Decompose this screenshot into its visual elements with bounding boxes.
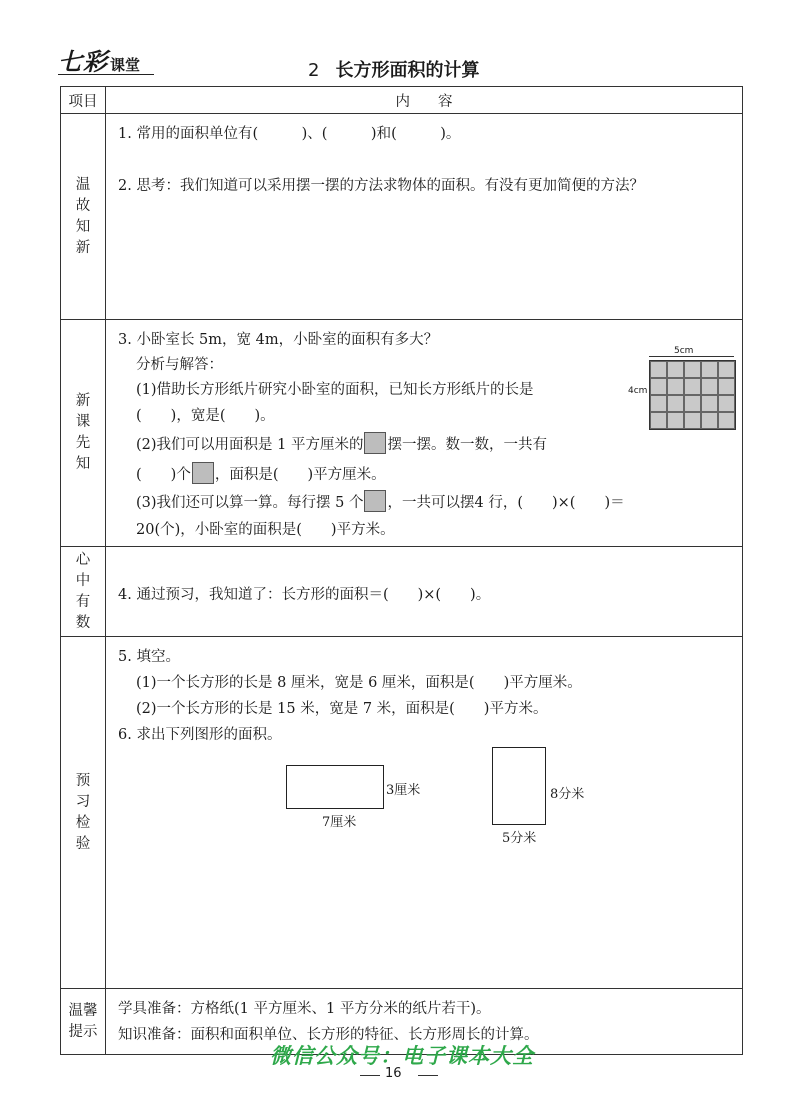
tip-2: 知识准备：面积和面积单位、长方形的特征、长方形周长的计算。 xyxy=(118,1027,539,1043)
question-1: 1. 常用的面积单位有( )、( )和( )。 xyxy=(118,126,461,142)
label-newlesson: 新课先知 xyxy=(61,320,106,547)
step-3a: (3)我们还可以算一算。每行摆 5 个 ，一共可以摆4 行，( )×( )＝ xyxy=(136,490,625,512)
question-2: 2. 思考：我们知道可以采用摆一摆的方法求物体的面积。有没有更加简便的方法？ xyxy=(118,178,644,194)
step-3b: 20(个)，小卧室的面积是( )平方米。 xyxy=(136,522,395,538)
section-mind xyxy=(61,547,743,637)
step-2b: ( )个 ，面积是( )平方厘米。 xyxy=(136,462,386,484)
tip-1: 学具准备：方格纸(1 平方厘米、1 平方分米的纸片若干)。 xyxy=(118,1001,491,1017)
grid-figure xyxy=(649,360,736,430)
rect1-height-label: 3厘米 xyxy=(386,783,421,798)
unit-square-icon xyxy=(192,462,214,484)
question-4: 4. 通过预习，我知道了：长方形的面积＝( )×( )。 xyxy=(118,587,491,603)
section-newlesson xyxy=(61,320,743,547)
logo xyxy=(58,42,140,77)
question-5: 5. 填空。 xyxy=(118,649,180,665)
grid-width-label: 5cm xyxy=(674,346,694,356)
rectangle-2 xyxy=(492,747,546,825)
unit-square-icon xyxy=(364,490,386,512)
content-newlesson xyxy=(106,320,743,547)
step-1a: (1)借助长方形纸片研究小卧室的面积，已知长方形纸片的长是 xyxy=(136,382,534,398)
content-review xyxy=(106,114,743,320)
lesson-title: 长方形面积的计算 xyxy=(335,60,480,81)
page-line-right xyxy=(418,1075,438,1076)
page-line-left xyxy=(360,1075,380,1076)
analysis-label: 分析与解答： xyxy=(136,357,223,373)
rectangle-1 xyxy=(286,765,384,809)
table-header-row xyxy=(61,87,743,114)
lesson-number: 2 xyxy=(308,60,320,81)
logo-underline xyxy=(58,74,154,75)
question-5a: (1)一个长方形的长是 8 厘米，宽是 6 厘米，面积是( )平方厘米。 xyxy=(136,675,582,691)
content-mind xyxy=(106,547,743,637)
section-review xyxy=(61,114,743,320)
grid-height-label: 4cm xyxy=(628,386,648,396)
worksheet-table xyxy=(60,86,743,1055)
watermark: 微信公众号：电子课本大全 xyxy=(270,1044,534,1068)
label-tips: 温馨提示 xyxy=(61,989,106,1055)
question-5b: (2)一个长方形的长是 15 米，宽是 7 米，面积是( )平方米。 xyxy=(136,701,548,717)
label-check: 预习检验 xyxy=(61,637,106,989)
section-check xyxy=(61,637,743,989)
width-arrow xyxy=(649,356,734,357)
step-1b: ( )，宽是( )。 xyxy=(136,408,275,424)
step-2a: (2)我们可以用面积是 1 平方厘米的 摆一摆。数一数，一共有 xyxy=(136,432,547,454)
rect2-height-label: 8分米 xyxy=(550,787,585,802)
question-3: 3. 小卧室长 5m，宽 4m，小卧室的面积有多大？ xyxy=(118,332,439,348)
unit-square-icon xyxy=(364,432,386,454)
label-review: 温故知新 xyxy=(61,114,106,320)
page-title xyxy=(308,56,479,82)
header-content: 内容 xyxy=(106,87,743,114)
rect1-width-label: 7厘米 xyxy=(322,815,357,830)
content-check xyxy=(106,637,743,989)
logo-main: 七彩 xyxy=(58,48,108,76)
header-item: 项目 xyxy=(61,87,106,114)
rect2-width-label: 5分米 xyxy=(502,831,537,846)
logo-sub: 课堂 xyxy=(110,56,141,74)
label-mind: 心中有数 xyxy=(61,547,106,637)
question-6: 6. 求出下列图形的面积。 xyxy=(118,727,282,743)
page-number: 16 xyxy=(385,1066,402,1081)
